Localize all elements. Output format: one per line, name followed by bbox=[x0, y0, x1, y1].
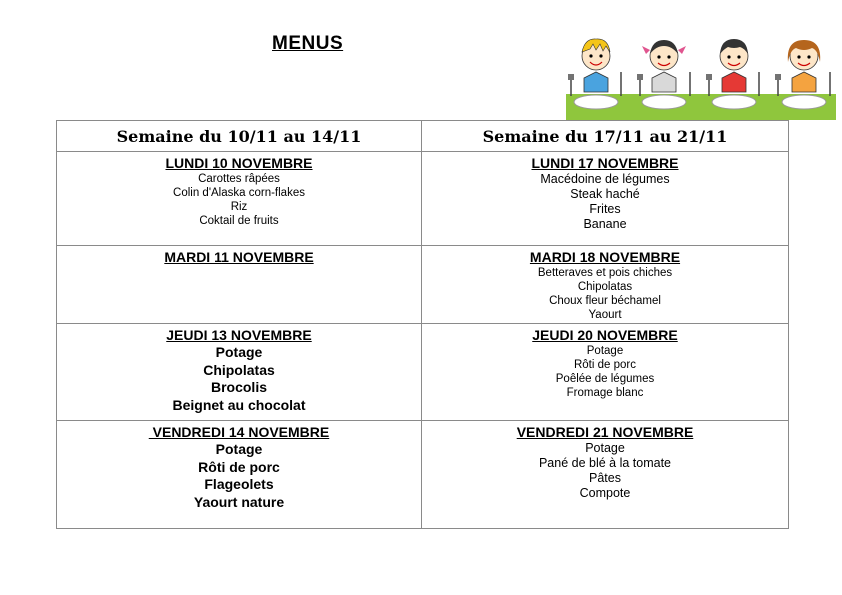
dish: Chipolatas bbox=[577, 281, 633, 293]
day-heading: VENDREDI 21 NOVEMBRE bbox=[516, 424, 694, 440]
dish: Steak haché bbox=[570, 187, 640, 201]
day-heading: LUNDI 10 NOVEMBRE bbox=[165, 155, 313, 171]
dish: Brocolis bbox=[210, 379, 267, 395]
day-cell bbox=[422, 246, 789, 324]
dish: Colin d'Alaska corn-flakes bbox=[173, 187, 305, 199]
day-heading: VENDREDI 14 NOVEMBRE bbox=[148, 424, 330, 440]
dish: Choux fleur béchamel bbox=[549, 295, 661, 307]
menu-table bbox=[56, 120, 789, 529]
day-cell bbox=[57, 246, 422, 324]
week-header: Semaine du 10/11 au 14/11 bbox=[57, 121, 422, 152]
table-row bbox=[57, 246, 789, 324]
dish: Flageolets bbox=[204, 476, 274, 492]
day-heading: LUNDI 17 NOVEMBRE bbox=[531, 155, 679, 171]
dish: Yaourt bbox=[588, 309, 622, 321]
dish: Potage bbox=[586, 345, 624, 357]
day-heading: JEUDI 13 NOVEMBRE bbox=[166, 327, 312, 343]
dish: Banane bbox=[583, 217, 627, 231]
dish: Riz bbox=[230, 201, 248, 213]
dish: Rôti de porc bbox=[198, 458, 280, 475]
dish: Rôti de porc bbox=[573, 359, 636, 371]
dish: Potage bbox=[215, 344, 263, 360]
dish: Betteraves et pois chiches bbox=[537, 267, 673, 279]
day-cell bbox=[422, 324, 789, 421]
day-cell bbox=[57, 152, 422, 246]
dish: Carottes râpées bbox=[198, 173, 280, 185]
day-cell bbox=[57, 421, 422, 529]
dish: Potage bbox=[585, 441, 625, 455]
dish: Yaourt nature bbox=[193, 493, 285, 510]
dish: Potage bbox=[215, 441, 263, 457]
day-heading: JEUDI 20 NOVEMBRE bbox=[532, 327, 678, 343]
day-cell bbox=[422, 421, 789, 529]
dish: Pâtes bbox=[589, 471, 621, 485]
table-row bbox=[57, 152, 789, 246]
table-row bbox=[57, 324, 789, 421]
day-cell bbox=[422, 152, 789, 246]
dish: Chipolatas bbox=[203, 361, 275, 378]
day-cell bbox=[57, 324, 422, 421]
dish: Poêlée de légumes bbox=[555, 373, 655, 385]
week-header-row bbox=[57, 121, 789, 152]
dish: Compote bbox=[579, 486, 631, 500]
children-at-table-illustration bbox=[566, 28, 836, 120]
dish: Coktail de fruits bbox=[199, 215, 279, 227]
table-row bbox=[57, 421, 789, 529]
dish: Frites bbox=[589, 202, 621, 216]
dish: Macédoine de légumes bbox=[540, 172, 670, 186]
day-heading: MARDI 11 NOVEMBRE bbox=[164, 249, 314, 265]
page-title: MENUS bbox=[272, 33, 344, 54]
dish: Fromage blanc bbox=[566, 387, 644, 399]
dish: Pané de blé à la tomate bbox=[538, 456, 672, 470]
week-header: Semaine du 17/11 au 21/11 bbox=[422, 121, 789, 152]
day-heading: MARDI 18 NOVEMBRE bbox=[529, 249, 681, 265]
dish: Beignet au chocolat bbox=[172, 396, 306, 413]
